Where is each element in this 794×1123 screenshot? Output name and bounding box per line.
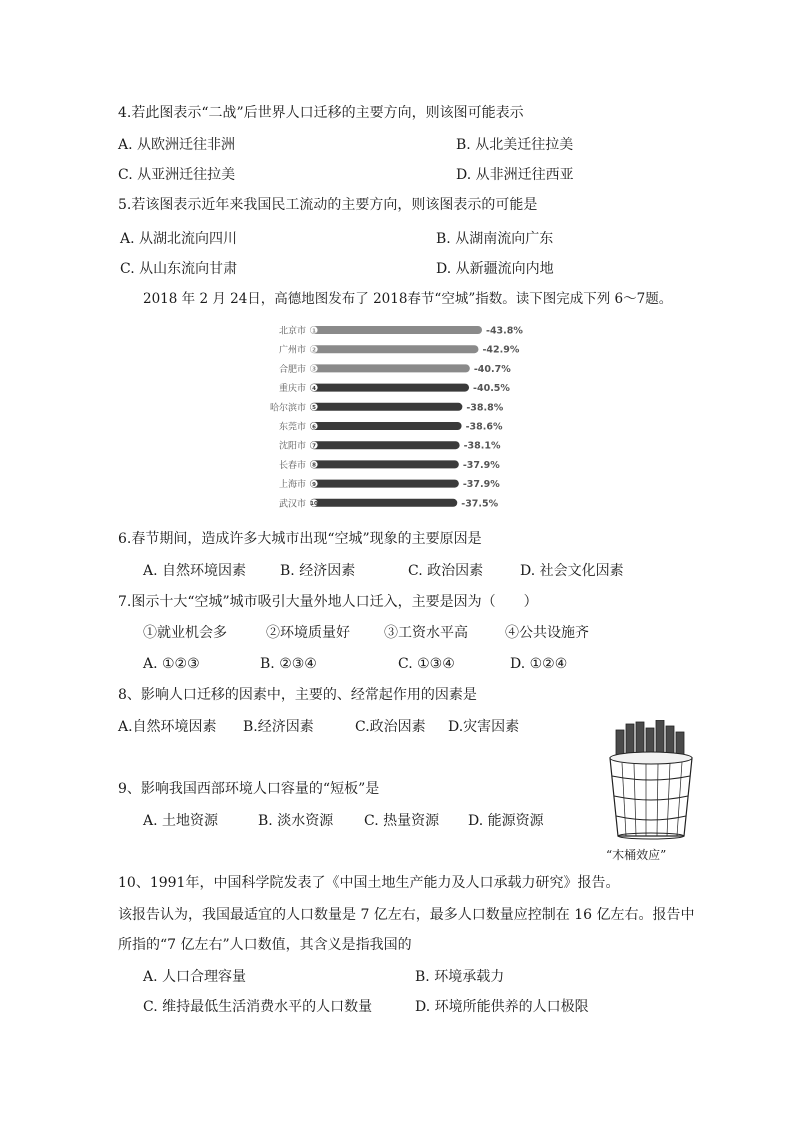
rank-number: 4 [312, 385, 316, 392]
q5-option-d: D. 从新疆流向内地 [436, 261, 554, 277]
city-label: 东莞市 [278, 422, 306, 433]
city-label: 上海市 [278, 480, 306, 491]
value-label: -42.9% [482, 344, 520, 356]
city-bar [310, 480, 459, 488]
q4-option-a: A. 从欧洲迁往非洲 [118, 137, 236, 153]
value-label: -43.8% [486, 325, 523, 337]
q9-stem: 9、影响我国西部环境人口容量的“短板”是 [118, 781, 380, 797]
q6-option-d: D. 社会文化因素 [520, 563, 624, 579]
rank-number: 1 [312, 328, 316, 335]
value-label: -37.5% [461, 498, 499, 510]
q6-stem: 6.春节期间，造成许多大城市出现“空城”现象的主要原因是 [118, 531, 482, 547]
q10-line-2: 该报告认为，我国最适宜的人口数量是 7 亿左右，最多人口数量应控制在 16 亿左右。报告中 [118, 907, 695, 923]
bucket-caption: “木桶效应” [606, 848, 667, 862]
q7-statement-2: ②环境质量好 [266, 625, 350, 641]
empty-city-index-chart [266, 320, 546, 512]
city-bar [310, 441, 460, 449]
city-label: 哈尔滨市 [269, 403, 306, 414]
value-label: -40.5% [473, 383, 510, 395]
rank-number: 5 [312, 405, 316, 412]
city-bar [310, 460, 459, 468]
q10-option-c: C. 维持最低生活消费水平的人口数量 [143, 999, 373, 1015]
q10-option-a: A. 人口合理容量 [143, 969, 247, 985]
rank-number: 8 [312, 462, 316, 469]
q4-option-d: D. 从非洲迁往西亚 [456, 167, 574, 183]
rank-number: 9 [312, 481, 316, 488]
city-label: 重庆市 [278, 384, 306, 395]
q4-option-b: B. 从北美迁往拉美 [456, 137, 574, 153]
city-bar [310, 364, 470, 372]
q10-line-1: 10、1991年，中国科学院发表了《中国土地生产能力及人口承载力研究》报告。 [118, 875, 620, 891]
rank-number: 2 [312, 347, 316, 354]
q8-option-b: B.经济因素 [243, 719, 314, 735]
q7-option-c: C. ①③④ [398, 656, 455, 672]
city-bar [310, 422, 462, 430]
value-label: -37.9% [462, 459, 500, 471]
q5-option-a: A. 从湖北流向四川 [120, 231, 238, 247]
city-label: 沈阳市 [278, 441, 306, 452]
q6-option-c: C. 政治因素 [408, 563, 484, 579]
city-label: 广州市 [278, 345, 306, 356]
q8-option-a: A.自然环境因素 [118, 719, 217, 735]
q8-option-d: D.灾害因素 [448, 719, 520, 735]
q8-stem: 8、影响人口迁移的因素中，主要的、经常起作用的因素是 [118, 687, 477, 703]
q9-option-a: A. 土地资源 [143, 813, 219, 829]
city-bar [310, 384, 469, 392]
city-bar [310, 499, 457, 507]
q4-option-c: C. 从亚洲迁往拉美 [118, 167, 236, 183]
city-label: 武汉市 [278, 499, 306, 510]
q7-option-d: D. ①②④ [510, 656, 568, 672]
q7-statement-1: ①就业机会多 [143, 625, 227, 641]
city-bar [310, 403, 462, 411]
q7-option-a: A. ①②③ [143, 656, 200, 672]
city-label: 北京市 [278, 326, 306, 337]
rank-number: 7 [312, 443, 316, 450]
q7-statement-4: ④公共设施齐 [505, 625, 589, 641]
city-label: 合肥市 [278, 364, 306, 375]
rank-number: 6 [312, 424, 316, 431]
chart-intro: 2018 年 2 月 24日，高德地图发布了 2018春节“空城”指数。读下图完成下列 6～7题。 [143, 291, 673, 307]
value-label: -38.6% [465, 421, 503, 433]
q10-option-b: B. 环境承载力 [415, 969, 505, 985]
q5-stem: 5.若该图表示近年来我国民工流动的主要方向，则该图表示的可能是 [118, 197, 538, 213]
value-label: -38.1% [463, 440, 501, 452]
q10-option-d: D. 环境所能供养的人口极限 [415, 999, 589, 1015]
q7-option-b: B. ②③④ [260, 656, 317, 672]
q5-option-b: B. 从湖南流向广东 [436, 231, 554, 247]
rank-number: 10 [310, 501, 318, 508]
q4-stem: 4.若此图表示“二战”后世界人口迁移的主要方向，则该图可能表示 [118, 105, 524, 121]
q5-option-c: C. 从山东流向甘肃 [120, 261, 238, 277]
city-bar [310, 326, 482, 334]
q9-option-b: B. 淡水资源 [258, 813, 334, 829]
q10-line-3: 所指的“7 亿左右”人口数值，其含义是指我国的 [118, 937, 412, 953]
rank-number: 3 [312, 366, 316, 373]
q9-option-c: C. 热量资源 [364, 813, 440, 829]
q6-option-a: A. 自然环境因素 [143, 563, 247, 579]
q7-statement-3: ③工资水平高 [384, 625, 468, 641]
q9-option-d: D. 能源资源 [468, 813, 544, 829]
value-label: -38.8% [466, 402, 504, 414]
q7-stem: 7.图示十大“空城”城市吸引大量外地人口迁入，主要是因为（ ） [118, 594, 538, 610]
city-label: 长春市 [278, 460, 306, 471]
city-bar [310, 345, 478, 353]
q6-option-b: B. 经济因素 [280, 563, 356, 579]
wooden-bucket-illustration [604, 720, 698, 840]
q8-option-c: C.政治因素 [355, 719, 426, 735]
value-label: -40.7% [473, 363, 511, 375]
value-label: -37.9% [462, 479, 500, 491]
